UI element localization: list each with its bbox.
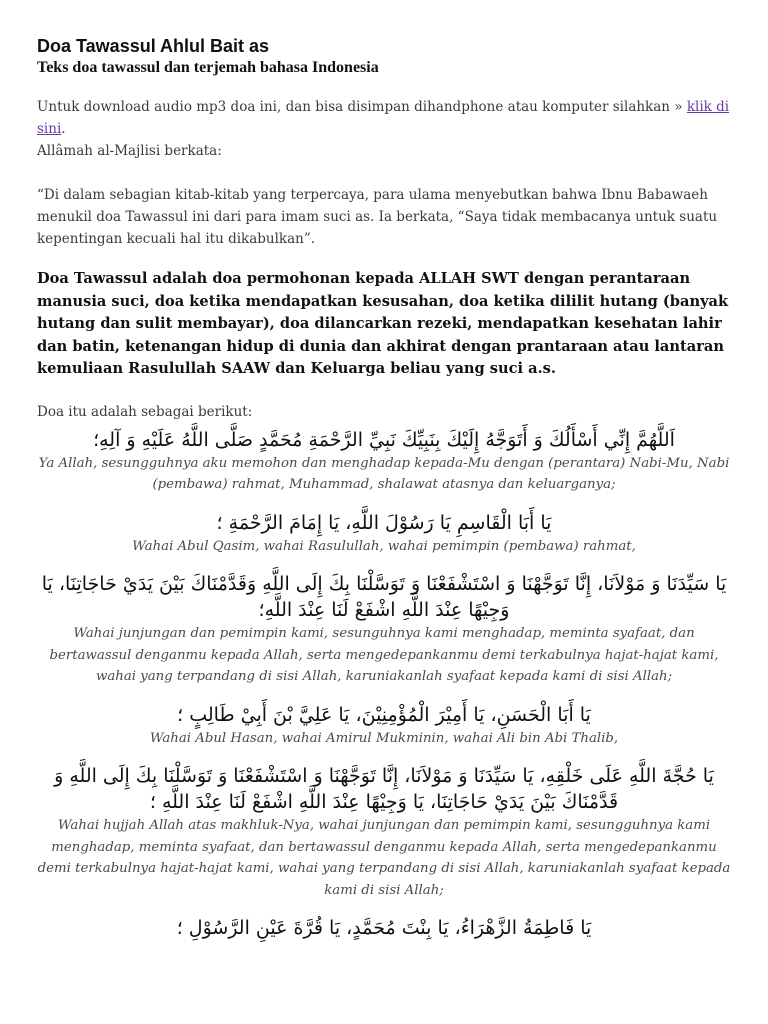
download-text: Untuk download audio mp3 doa ini, dan bisa disimpan dihandphone atau komputer silahkan » <box>37 99 687 115</box>
prayer-section <box>37 915 731 941</box>
article <box>37 34 731 955</box>
lead-paragraph: Doa Tawassul adalah doa permohonan kepada ALLAH SWT dengan perantaraan manusia suci, doa ketika mendapatkan kesusahan, doa ketika dililit hutang (banyak hutang dan sulit membayar), doa dilancarkan rezeki, mendapatkan kesehatan lahir dan batin, ketenangan hidup di dunia dan akhirat dengan prantaraan atau lantaran kemuliaan Rasulullah SAAW dan Keluarga beliau yang suci a.s. <box>37 270 729 377</box>
translation-text: Wahai Abul Qasim, wahai Rasulullah, wahai pemimpin (pembawa) rahmat, <box>132 538 636 554</box>
translation-text: Wahai junjungan dan pemimpin kami, sesunguhnya kami menghadap, meminta syafaat, dan bertawassul denganmu kepada Allah, serta mengedepankanmu demi terkabulnya hajat-hajat kami, wahai yang terpandang di sisi Allah, karuniakanlah syafaat kepada kami di sisi Allah; <box>49 626 719 684</box>
download-paragraph <box>37 96 731 140</box>
intro-line: Doa itu adalah sebagai berikut: <box>37 403 253 420</box>
arabic-text: يَا سَيِّدَنَا وَ مَوْلاَنَا، إِنَّا تَوَجَّهْنَا وَ اسْتَشْفَعْنَا وَ تَوَسَّلْنَا بِكَ إِلَى اللَّهِ وَقَدَّمْنَاكَ بَيْنَ يَدَيْ حَاجَاتِنَا، يَا وَجِيْهًا عِنْدَ اللَّهِ اشْفَعْ لَنَا عِنْدَ اللَّهِ؛ <box>41 573 727 621</box>
prayer-section <box>37 427 731 496</box>
arabic-text: يَا أَبَا الْقَاسِمِ يَا رَسُوْلَ اللَّهِ، يَا إِمَامَ الرَّحْمَةِ ؛ <box>216 511 552 534</box>
prayer-section <box>37 571 731 688</box>
arabic-text: يَا أَبَا الْحَسَنِ، يَا أَمِيْرَ الْمُؤْمِنِيْنَ، يَا عَلِيَّ بْنَ أَبِيْ طَالِبٍ ؛ <box>177 703 591 726</box>
arabic-text: اَللَّهُمَّ إِنِّي أَسْأَلُكَ وَ أَتَوَجَّهُ إِلَيْكَ بِنَبِيِّكَ نَبِيِّ الرَّحْمَةِ مُحَمَّدٍ صَلَّى اللَّهُ عَلَيْهِ وَ آلِهِ؛ <box>93 428 675 451</box>
download-end: . <box>61 121 66 137</box>
prayer-section <box>37 763 731 901</box>
quote-paragraph: “Di dalam sebagian kitab-kitab yang terpercaya, para ulama menyebutkan bahwa Ibnu Babawaeh menukil doa Tawassul ini dari para imam suci as. Ia berkata, “Saya tidak membacanya untuk suatu kepentingan kecuali hal itu dikabulkan”. <box>37 187 718 247</box>
prayer-section <box>37 510 731 558</box>
spacer <box>37 162 731 184</box>
page-title: Doa Tawassul Ahlul Bait as <box>37 36 270 56</box>
arabic-text: يَا حُجَّةَ اللَّهِ عَلَى خَلْقِهِ، يَا سَيِّدَنَا وَ مَوْلاَنَا، إِنَّا تَوَجَّهْنَا وَ اسْتَشْفَعْنَا وَ تَوَسَّلْنَا بِكَ إِلَى اللَّهِ وَ قَدَّمْنَاكَ بَيْنَ يَدَيْ حَاجَاتِنَا، يَا وَجِيْهًا عِنْدَ اللَّهِ اشْفَعْ لَنَا عِنْدَ اللَّهِ ؛ <box>54 765 714 813</box>
majlisi-line: Allâmah al-Majlisi berkata: <box>37 143 222 159</box>
translation-text: Wahai hujjah Allah atas makhluk-Nya, wahai junjungan dan pemimpin kami, sesungguhnya kami menghadap, meminta syafaat, dan bertawassul denganmu kepada Allah, serta mengedepankanmu demi terkabulnya hajat-hajat kami, wahai yang terpandang di sisi Allah, karuniakanlah syafaat kepada kami di sisi Allah; <box>37 818 731 898</box>
page-subtitle: Teks doa tawassul dan terjemah bahasa Indonesia <box>37 59 379 76</box>
translation-text: Ya Allah, sesungguhnya aku memohon dan menghadap kepada-Mu dengan (perantara) Nabi-Mu, Nabi (pembawa) rahmat, Muhammad, shalawat atasnya dan keluarganya; <box>38 455 730 492</box>
prayer-section <box>37 702 731 750</box>
download-link[interactable]: klik di sini <box>37 99 730 137</box>
translation-text: Wahai Abul Hasan, wahai Amirul Mukminin, wahai Ali bin Abi Thalib, <box>149 730 619 746</box>
arabic-text: يَا فَاطِمَةُ الزَّهْرَاءُ، يَا بِنْتَ مُحَمَّدٍ، يَا قُرَّةَ عَيْنِ الرَّسُوْلِ ؛ <box>176 917 592 939</box>
